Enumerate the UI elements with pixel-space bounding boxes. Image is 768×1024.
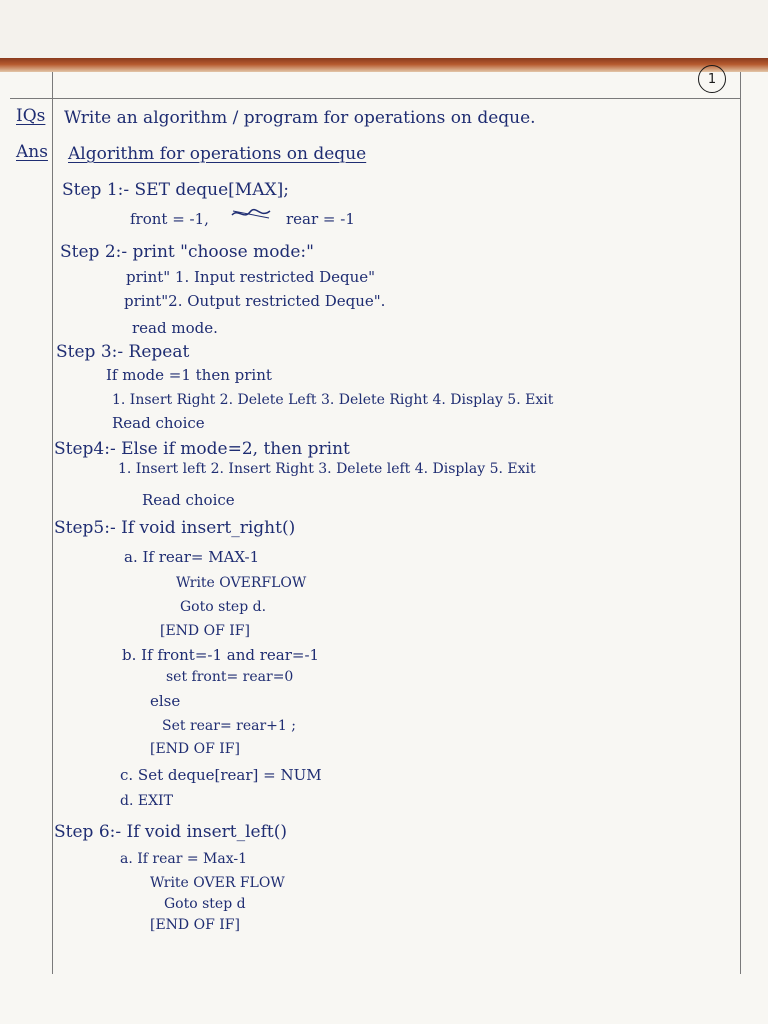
page-number-circle (698, 65, 726, 93)
right-margin-line (740, 72, 741, 974)
step-6: Step 6:- If void insert_left() (54, 822, 288, 842)
header-rule-line (10, 98, 740, 99)
step-3-options: 1. Insert Right 2. Delete Left 3. Delete Right 4. Display 5. Exit (112, 392, 554, 408)
step-5a-overflow: Write OVERFLOW (176, 575, 307, 591)
step-2-input-restricted: print" 1. Input restricted Deque" (126, 268, 376, 286)
ruled-paper (0, 72, 768, 1024)
step-5: Step5:- If void insert_right() (54, 518, 296, 538)
step-2-output-restricted: print"2. Output restricted Deque". (124, 292, 386, 310)
step-1-rear: rear = -1 (286, 210, 355, 228)
answer-label: Ans (16, 142, 48, 162)
step-5b-set: set front= rear=0 (166, 669, 294, 685)
step-4-options: 1. Insert left 2. Insert Right 3. Delete left 4. Display 5. Exit (118, 461, 536, 477)
step-5a: a. If rear= MAX-1 (124, 548, 260, 566)
step-5b-else: else (150, 692, 181, 710)
step-6a-goto: Goto step d (164, 896, 246, 912)
question-label: IQs (16, 106, 46, 126)
step-5b-end-if: [END OF IF] (150, 741, 240, 757)
step-1-front: front = -1, (130, 210, 209, 228)
step-6a-end-if: [END OF IF] (150, 917, 240, 933)
step-2: Step 2:- print "choose mode:" (60, 242, 314, 262)
question-text: Write an algorithm / program for operations on deque. (64, 108, 536, 128)
step-3-read-choice: Read choice (112, 414, 205, 432)
step-5b-increment: Set rear= rear+1 ; (162, 718, 296, 734)
page-number: 1 (707, 71, 717, 87)
step-6a: a. If rear = Max-1 (120, 851, 248, 867)
step-1: Step 1:- SET deque[MAX]; (62, 180, 289, 200)
step-5a-goto: Goto step d. (180, 599, 267, 615)
step-3-if-mode: If mode =1 then print (106, 366, 272, 384)
left-margin-line (52, 72, 53, 974)
step-3: Step 3:- Repeat (56, 342, 190, 362)
step-6a-overflow: Write OVER FLOW (150, 875, 285, 891)
step-5a-end-if: [END OF IF] (160, 623, 250, 639)
step-5b: b. If front=-1 and rear=-1 (122, 646, 320, 664)
answer-heading: Algorithm for operations on deque (68, 144, 367, 164)
step-4: Step4:- Else if mode=2, then print (54, 439, 350, 459)
crossed-out-word (230, 207, 272, 221)
step-2-read-mode: read mode. (132, 319, 218, 337)
step-4-read-choice: Read choice (142, 491, 235, 509)
page-top-background (0, 0, 768, 58)
step-5c: c. Set deque[rear] = NUM (120, 766, 322, 784)
notebook-binding-edge (0, 58, 768, 72)
step-5d: d. EXIT (120, 793, 173, 809)
